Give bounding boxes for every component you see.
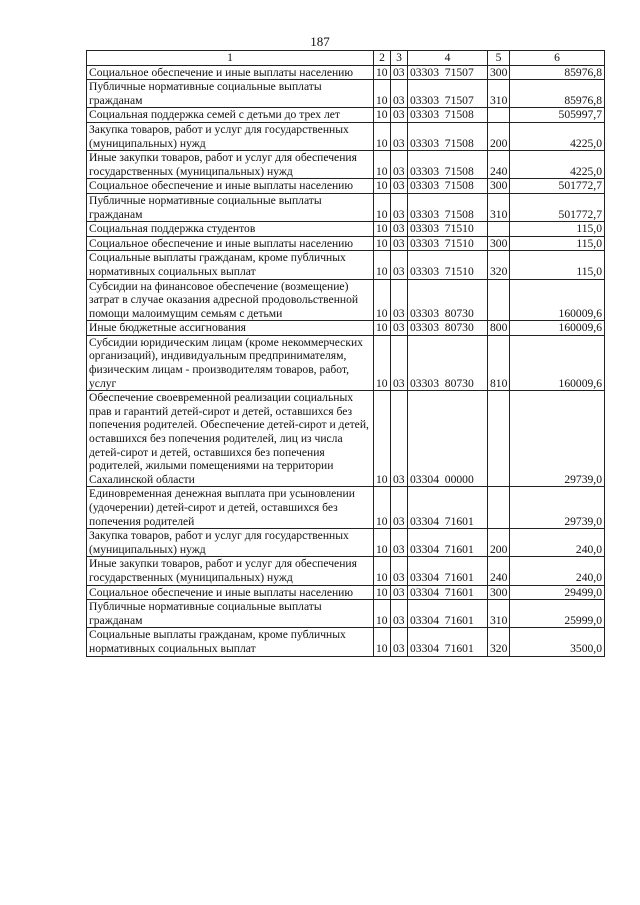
row-c6-cell: 29499,0 — [510, 585, 605, 600]
row-c4-cell: 03303 71508 — [408, 122, 488, 150]
row-c4-cell: 03303 71510 — [408, 222, 488, 237]
row-c4-cell: 03303 71510 — [408, 251, 488, 279]
row-c5-cell — [488, 279, 510, 321]
table-row — [87, 335, 605, 390]
row-c6-cell: 25999,0 — [510, 600, 605, 628]
row-name-cell: Социальная поддержка студентов — [87, 222, 374, 237]
row-c4-cell: 03304 71601 — [408, 628, 488, 656]
row-c3-cell: 03 — [391, 236, 408, 251]
row-c3-cell: 03 — [391, 222, 408, 237]
table-row — [87, 557, 605, 585]
row-name-cell: Иные закупки товаров, работ и услуг для обеспечения государственных (муниципальных) нужд — [87, 557, 374, 585]
row-name-cell: Социальное обеспечение и иные выплаты населению — [87, 585, 374, 600]
row-name-cell: Иные закупки товаров, работ и услуг для обеспечения государственных (муниципальных) нужд — [87, 151, 374, 179]
row-c6-cell: 115,0 — [510, 222, 605, 237]
row-c6-cell: 3500,0 — [510, 628, 605, 656]
row-c2-cell: 10 — [374, 193, 391, 221]
column-header: 6 — [510, 51, 605, 66]
row-c4-cell: 03303 80730 — [408, 279, 488, 321]
row-c4-cell: 03303 71507 — [408, 80, 488, 108]
row-c3-cell: 03 — [391, 179, 408, 194]
row-c5-cell: 300 — [488, 65, 510, 80]
row-c3-cell: 03 — [391, 80, 408, 108]
row-c2-cell: 10 — [374, 487, 391, 529]
row-c5-cell — [488, 108, 510, 123]
row-c4-cell: 03303 71508 — [408, 179, 488, 194]
row-c4-cell: 03304 00000 — [408, 391, 488, 487]
row-name-cell: Публичные нормативные социальные выплаты гражданам — [87, 193, 374, 221]
row-c6-cell: 501772,7 — [510, 179, 605, 194]
row-name-cell: Субсидии на финансовое обеспечение (возмещение) затрат в случае оказания адресной продовольственной помощи малоимущим семьям с детьми — [87, 279, 374, 321]
row-name-cell: Социальное обеспечение и иные выплаты населению — [87, 179, 374, 194]
row-c2-cell: 10 — [374, 391, 391, 487]
table-row — [87, 628, 605, 656]
row-c3-cell: 03 — [391, 279, 408, 321]
row-c2-cell: 10 — [374, 251, 391, 279]
row-c2-cell: 10 — [374, 628, 391, 656]
row-c3-cell: 03 — [391, 557, 408, 585]
table-row — [87, 251, 605, 279]
row-c4-cell: 03304 71601 — [408, 557, 488, 585]
row-name-cell: Социальные выплаты гражданам, кроме публичных нормативных социальных выплат — [87, 628, 374, 656]
table-row — [87, 391, 605, 487]
row-c3-cell: 03 — [391, 600, 408, 628]
budget-table — [86, 50, 605, 657]
row-c4-cell: 03304 71601 — [408, 600, 488, 628]
row-c5-cell: 310 — [488, 600, 510, 628]
row-c5-cell: 310 — [488, 80, 510, 108]
row-c4-cell: 03303 71508 — [408, 151, 488, 179]
row-c2-cell: 10 — [374, 236, 391, 251]
row-c4-cell: 03303 71508 — [408, 108, 488, 123]
row-c3-cell: 03 — [391, 321, 408, 336]
row-c5-cell: 240 — [488, 557, 510, 585]
row-c5-cell: 300 — [488, 179, 510, 194]
table-row — [87, 151, 605, 179]
row-c2-cell: 10 — [374, 122, 391, 150]
row-name-cell: Публичные нормативные социальные выплаты гражданам — [87, 600, 374, 628]
row-c2-cell: 10 — [374, 557, 391, 585]
row-c2-cell: 10 — [374, 321, 391, 336]
table-row — [87, 65, 605, 80]
row-c2-cell: 10 — [374, 80, 391, 108]
row-name-cell: Субсидии юридическим лицам (кроме некоммерческих организаций), индивидуальным предпринимателям, физическим лицам - производителям товаров, работ, услуг — [87, 335, 374, 390]
row-c6-cell: 501772,7 — [510, 193, 605, 221]
table-row — [87, 236, 605, 251]
row-c6-cell: 29739,0 — [510, 487, 605, 529]
row-c3-cell: 03 — [391, 487, 408, 529]
table-row — [87, 108, 605, 123]
table-row — [87, 529, 605, 557]
row-c4-cell: 03303 80730 — [408, 335, 488, 390]
row-c5-cell: 800 — [488, 321, 510, 336]
table-row — [87, 179, 605, 194]
column-header: 2 — [374, 51, 391, 66]
table-row — [87, 600, 605, 628]
row-name-cell: Социальное обеспечение и иные выплаты населению — [87, 236, 374, 251]
row-c4-cell: 03304 71601 — [408, 529, 488, 557]
row-c6-cell: 29739,0 — [510, 391, 605, 487]
table-row — [87, 279, 605, 321]
page-number: 187 — [310, 34, 330, 49]
column-header: 1 — [87, 51, 374, 66]
row-c3-cell: 03 — [391, 529, 408, 557]
row-c2-cell: 10 — [374, 222, 391, 237]
row-c4-cell: 03303 71510 — [408, 236, 488, 251]
column-header: 3 — [391, 51, 408, 66]
row-c3-cell: 03 — [391, 335, 408, 390]
row-c5-cell: 300 — [488, 236, 510, 251]
row-c5-cell: 200 — [488, 529, 510, 557]
row-c5-cell: 200 — [488, 122, 510, 150]
row-c2-cell: 10 — [374, 151, 391, 179]
row-c3-cell: 03 — [391, 122, 408, 150]
row-c6-cell: 240,0 — [510, 557, 605, 585]
row-c6-cell: 115,0 — [510, 251, 605, 279]
row-c2-cell: 10 — [374, 600, 391, 628]
row-c5-cell: 320 — [488, 628, 510, 656]
row-c3-cell: 03 — [391, 151, 408, 179]
table-row — [87, 585, 605, 600]
table-row — [87, 487, 605, 529]
row-c5-cell: 810 — [488, 335, 510, 390]
row-c3-cell: 03 — [391, 391, 408, 487]
row-c3-cell: 03 — [391, 585, 408, 600]
row-c4-cell: 03303 71507 — [408, 65, 488, 80]
row-c4-cell: 03304 71601 — [408, 487, 488, 529]
row-c5-cell — [488, 391, 510, 487]
row-c4-cell: 03304 71601 — [408, 585, 488, 600]
row-c6-cell: 160009,6 — [510, 321, 605, 336]
table-row — [87, 321, 605, 336]
row-name-cell: Иные бюджетные ассигнования — [87, 321, 374, 336]
row-c3-cell: 03 — [391, 251, 408, 279]
row-c6-cell: 4225,0 — [510, 151, 605, 179]
row-c6-cell: 505997,7 — [510, 108, 605, 123]
row-c4-cell: 03303 71508 — [408, 193, 488, 221]
row-c2-cell: 10 — [374, 108, 391, 123]
table-header-row — [87, 51, 605, 66]
row-c6-cell: 160009,6 — [510, 279, 605, 321]
row-c6-cell: 85976,8 — [510, 65, 605, 80]
row-name-cell: Закупка товаров, работ и услуг для государственных (муниципальных) нужд — [87, 122, 374, 150]
table-row — [87, 222, 605, 237]
row-c2-cell: 10 — [374, 179, 391, 194]
row-name-cell: Обеспечение своевременной реализации социальных прав и гарантий детей-сирот и детей, оставшихся без попечения родителей. Обеспечение детей-сирот и детей, оставшихся без попечения родителей, лиц из числа детей-сирот и детей, оставшихся без попечения родителей, жилыми помещениями на территории Сахалинской области — [87, 391, 374, 487]
row-c5-cell: 240 — [488, 151, 510, 179]
row-c3-cell: 03 — [391, 193, 408, 221]
table-row — [87, 80, 605, 108]
row-name-cell: Закупка товаров, работ и услуг для государственных (муниципальных) нужд — [87, 529, 374, 557]
row-name-cell: Единовременная денежная выплата при усыновлении (удочерении) детей-сирот и детей, оставшихся без попечения родителей — [87, 487, 374, 529]
row-c3-cell: 03 — [391, 108, 408, 123]
column-header: 5 — [488, 51, 510, 66]
row-c6-cell: 115,0 — [510, 236, 605, 251]
row-c5-cell: 320 — [488, 251, 510, 279]
row-name-cell: Публичные нормативные социальные выплаты гражданам — [87, 80, 374, 108]
row-c6-cell: 4225,0 — [510, 122, 605, 150]
row-c4-cell: 03303 80730 — [408, 321, 488, 336]
row-c2-cell: 10 — [374, 529, 391, 557]
row-c3-cell: 03 — [391, 65, 408, 80]
row-c2-cell: 10 — [374, 279, 391, 321]
table-row — [87, 122, 605, 150]
row-c5-cell — [488, 222, 510, 237]
row-name-cell: Социальное обеспечение и иные выплаты населению — [87, 65, 374, 80]
row-c6-cell: 85976,8 — [510, 80, 605, 108]
row-c5-cell: 300 — [488, 585, 510, 600]
row-c6-cell: 240,0 — [510, 529, 605, 557]
row-c2-cell: 10 — [374, 65, 391, 80]
row-c5-cell — [488, 487, 510, 529]
row-name-cell: Социальная поддержка семей с детьми до трех лет — [87, 108, 374, 123]
column-header: 4 — [408, 51, 488, 66]
row-c2-cell: 10 — [374, 335, 391, 390]
row-c2-cell: 10 — [374, 585, 391, 600]
row-c5-cell: 310 — [488, 193, 510, 221]
row-c3-cell: 03 — [391, 628, 408, 656]
row-name-cell: Социальные выплаты гражданам, кроме публичных нормативных социальных выплат — [87, 251, 374, 279]
row-c6-cell: 160009,6 — [510, 335, 605, 390]
table-row — [87, 193, 605, 221]
